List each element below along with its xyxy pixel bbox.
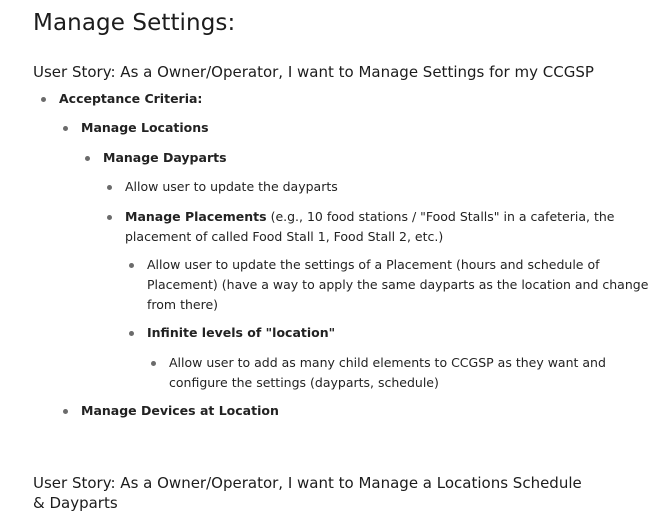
list-item-update-dayparts: Allow user to update the dayparts bbox=[125, 177, 338, 197]
user-story-settings-heading: User Story: As a Owner/Operator, I want to Manage Settings for my CCGSP bbox=[33, 63, 594, 81]
bullet-icon bbox=[129, 331, 134, 336]
bullet-icon bbox=[151, 361, 156, 366]
bullet-icon bbox=[41, 97, 46, 102]
page-title: Manage Settings: bbox=[33, 10, 236, 36]
bullet-icon bbox=[107, 215, 112, 220]
user-story-schedule-heading: User Story: As a Owner/Operator, I want to Manage a Locations Schedule & Dayparts bbox=[33, 474, 582, 512]
list-item-acceptance-criteria: Acceptance Criteria: bbox=[59, 89, 202, 109]
bullet-icon bbox=[107, 185, 112, 190]
list-item-infinite-levels: Infinite levels of "location" bbox=[147, 323, 335, 343]
list-item-manage-placements: Manage Placements (e.g., 10 food stations / "Food Stalls" in a cafeteria, the placement of called Food Stall 1, Food Stall 2, etc.) bbox=[125, 207, 605, 247]
bullet-icon bbox=[63, 126, 68, 131]
list-item-child-elements: Allow user to add as many child elements to CCGSP as they want and configure the settings (dayparts, schedule) bbox=[169, 353, 629, 393]
bullet-icon bbox=[63, 409, 68, 414]
list-item-placement-settings: Allow user to update the settings of a Placement (hours and schedule of Placement) (have a way to apply the same dayparts as the location and change from there) bbox=[147, 255, 627, 315]
bullet-icon bbox=[129, 263, 134, 268]
bullet-icon bbox=[85, 156, 90, 161]
list-item-manage-dayparts: Manage Dayparts bbox=[103, 148, 227, 168]
list-item-manage-devices: Manage Devices at Location bbox=[81, 401, 279, 421]
list-item-manage-locations: Manage Locations bbox=[81, 118, 209, 138]
